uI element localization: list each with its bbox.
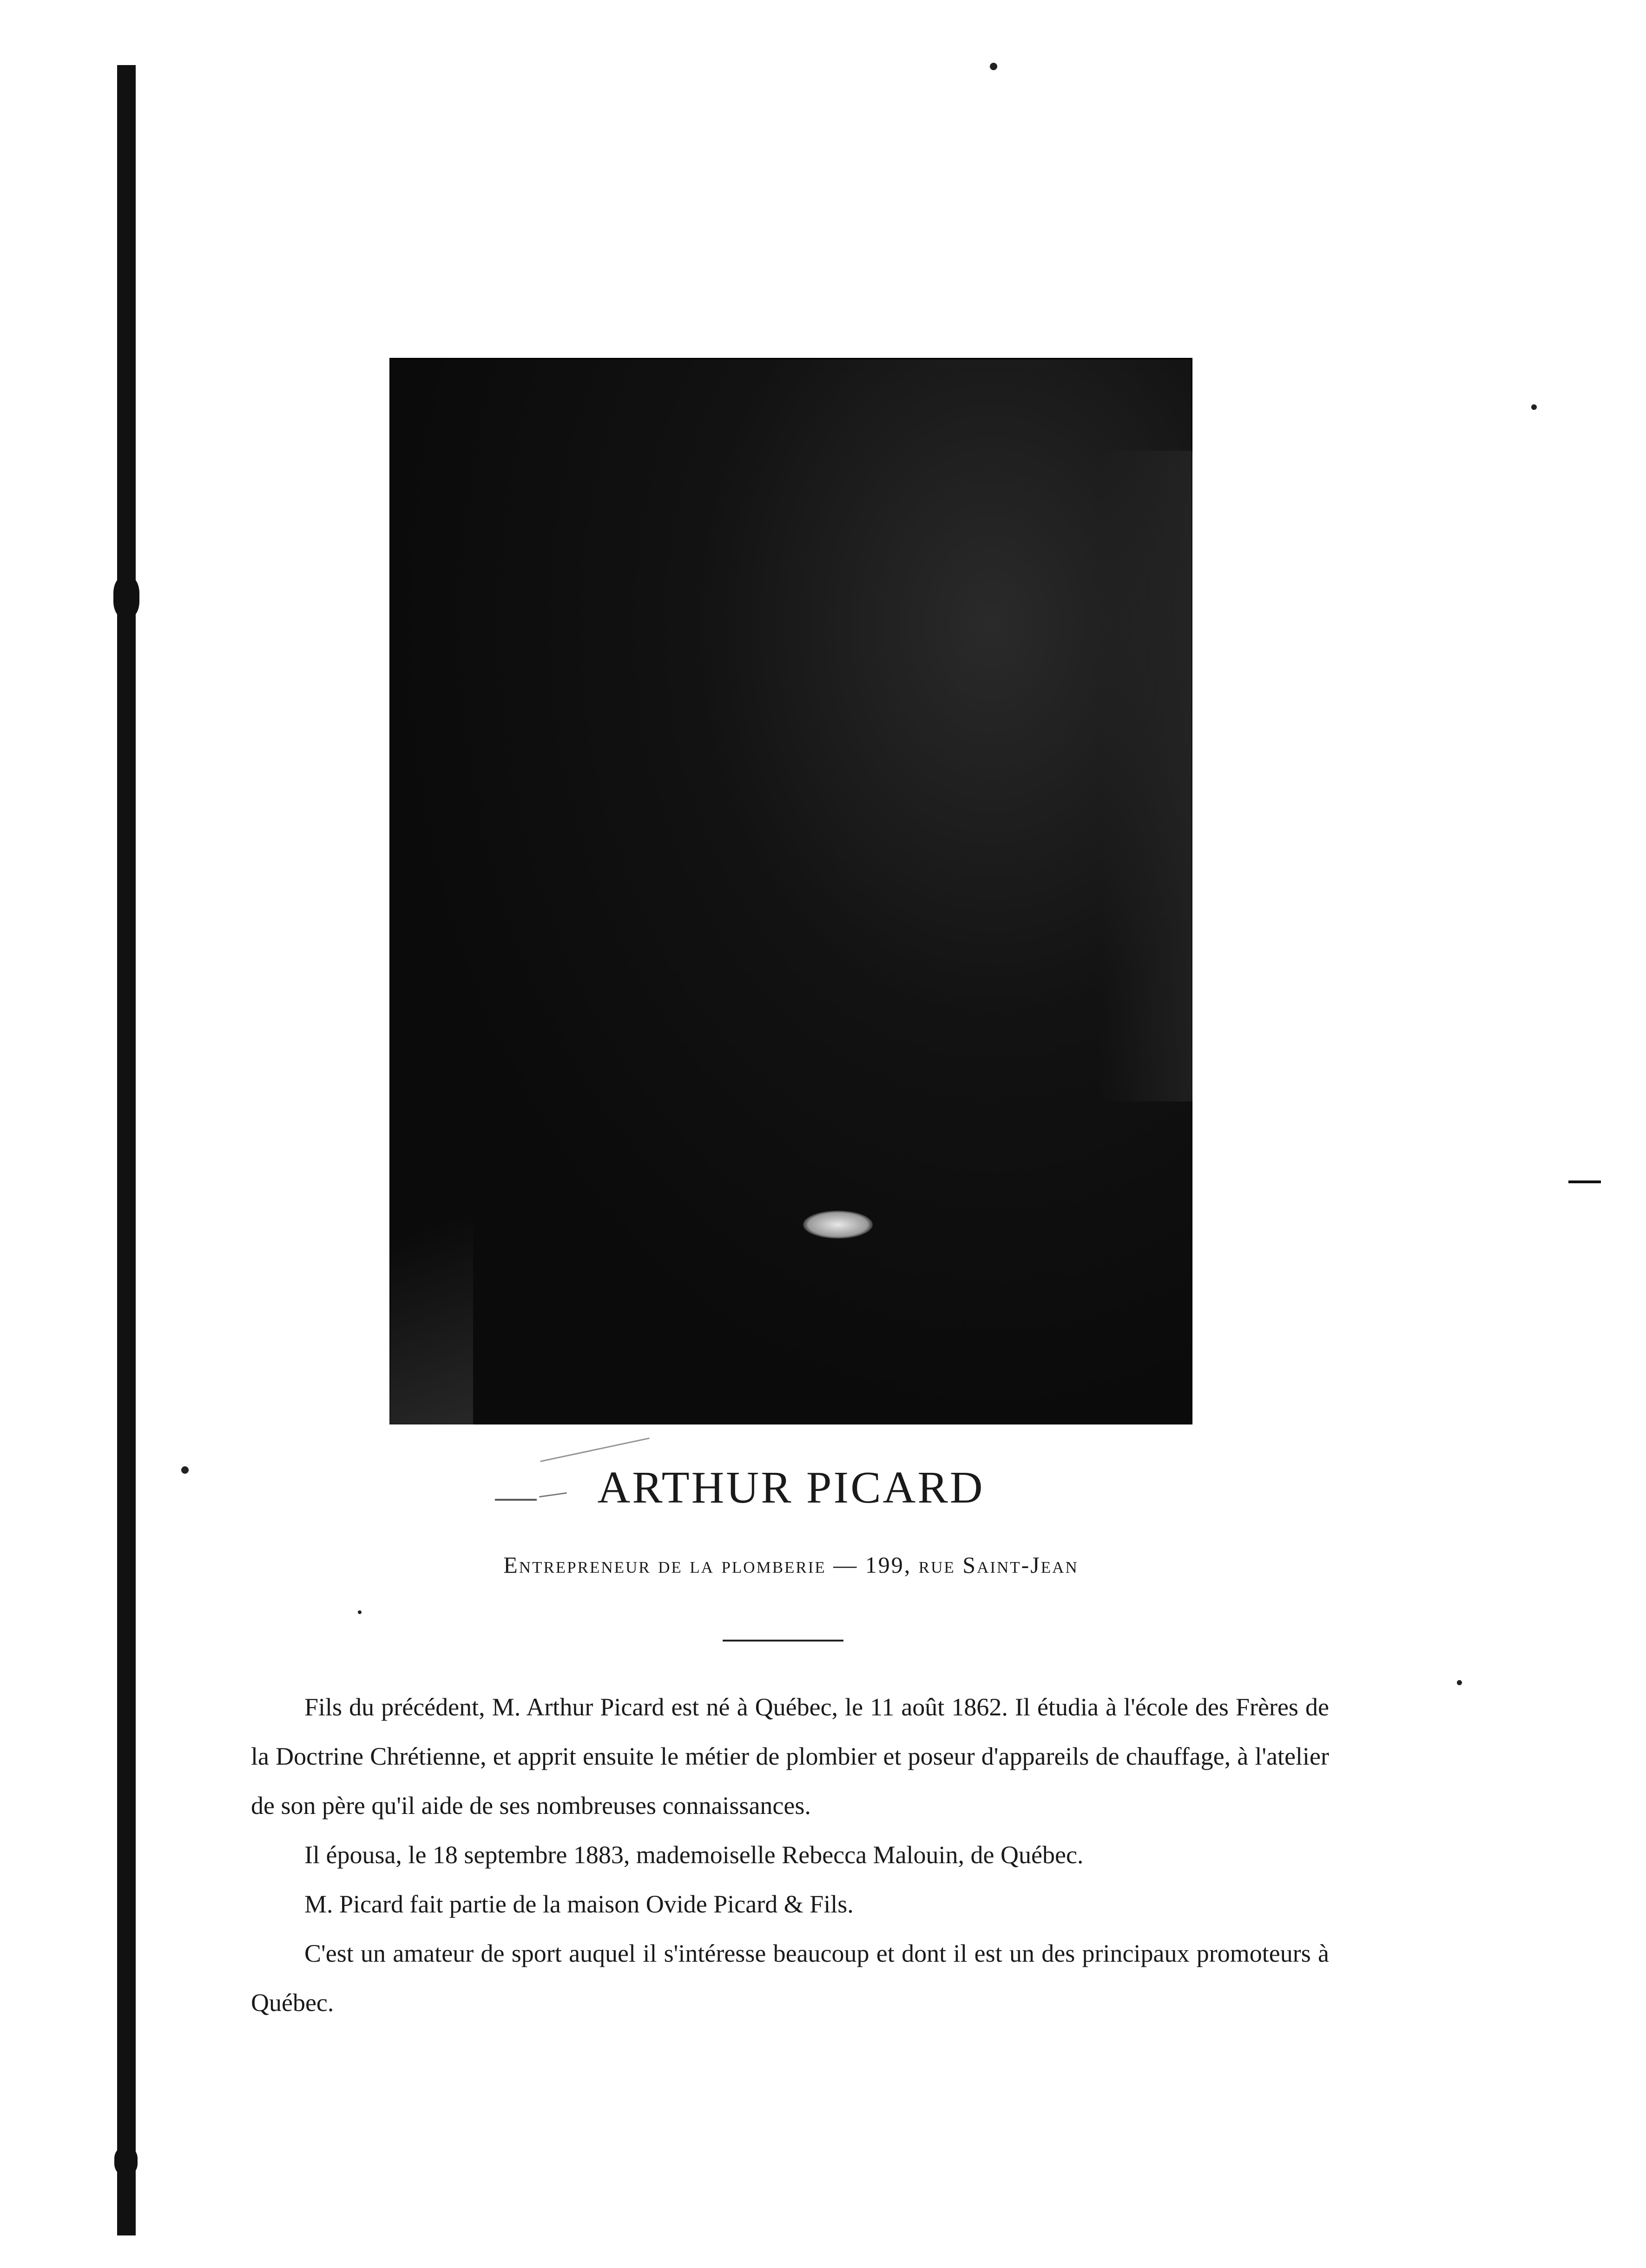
tie-pin-highlight (803, 1211, 873, 1239)
scan-binding-edge (117, 65, 136, 2235)
scan-speck (1457, 1680, 1462, 1685)
bio-paragraph: Il épousa, le 18 septembre 1883, mademoiselle Rebecca Malouin, de Québec. (304, 1841, 1084, 1869)
scan-margin-mark (1568, 1180, 1601, 1183)
scan-speck (181, 1466, 189, 1474)
scan-speck (1531, 404, 1537, 410)
portrait-background-sheen (1100, 451, 1192, 1101)
occupation-subtitle: Entrepreneur de la plomberie — 199, rue Saint-Jean (503, 1552, 1079, 1578)
section-divider (723, 1640, 843, 1642)
scan-speck (990, 63, 997, 70)
bio-paragraph: C'est un amateur de sport auquel il s'intéresse beaucoup et dont il est un des principaux promoteurs à Québec. (251, 1939, 1329, 2017)
scan-speck (358, 1610, 362, 1614)
bio-paragraph: M. Picard fait partie de la maison Ovide Picard & Fils. (304, 1890, 854, 1918)
person-name: ARTHUR PICARD (597, 1463, 985, 1513)
biography-text (251, 1682, 1329, 2027)
portrait-shoulder-highlight (389, 1099, 473, 1424)
pen-stroke-mark (540, 1437, 649, 1462)
bio-paragraph: Fils du précédent, M. Arthur Picard est né à Québec, le 11 août 1862. Il étudia à l'école des Frères de la Doctrine Chrétienne, et apprit ensuite le métier de plombier et poseur d'appareils de chauffage, à l'atelier de son père qu'il aide de ses nombreuses connaissances. (251, 1693, 1329, 1820)
portrait-photograph (389, 358, 1192, 1424)
